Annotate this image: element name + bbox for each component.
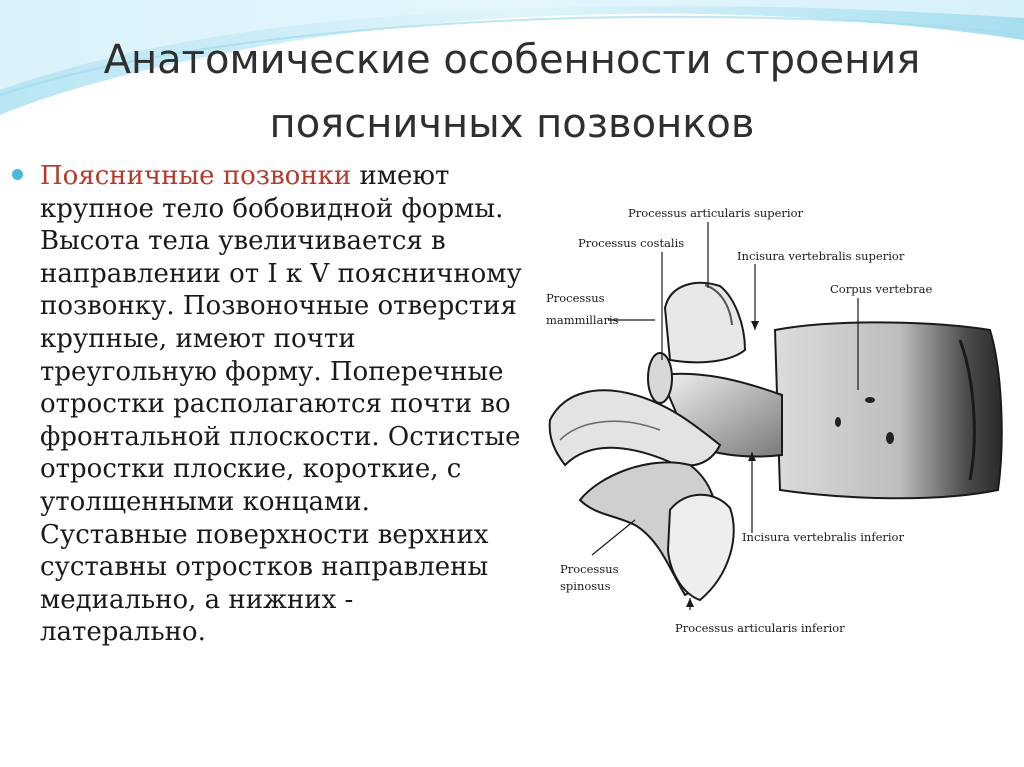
vertebra-illustration: [520, 190, 1020, 650]
label-spinosus-1: Processus: [560, 562, 619, 576]
label-costalis: Processus costalis: [578, 236, 685, 250]
highlight-term: Поясничные позвонки: [40, 161, 352, 191]
vertebral-body: [775, 322, 1002, 498]
label-mammillaris-1: Processus: [546, 291, 605, 305]
mammillary-process: [648, 353, 672, 403]
label-articularis-superior: Processus articularis superior: [628, 206, 804, 220]
label-incisura-inferior: Incisura vertebralis inferior: [742, 530, 904, 544]
title-line-2: поясничных позвонков: [269, 101, 755, 147]
label-spinosus-2: spinosus: [560, 579, 611, 593]
superior-articular-process: [665, 283, 745, 362]
label-incisura-superior: Incisura vertebralis superior: [737, 249, 905, 263]
label-mammillaris-2: mammillaris: [546, 313, 619, 327]
label-articularis-inferior: Processus articularis inferior: [675, 621, 845, 635]
label-corpus: Corpus vertebrae: [830, 282, 933, 296]
bullet-icon: [12, 169, 23, 180]
description-paragraph: [40, 160, 525, 649]
description-text: имеют крупное тело бобовидной формы. Высота тела увеличивается в направлении от I к V поясничному позвонку. Позвоночные отверстия крупные, имеют почти треугольную форму. Поперечные отростки располагаются почти во фронтальной плоскости. Остистые отростки плоские, короткие, с утолщенными концами. Суставные поверхности верхних суставны отростков направлены медиально, а нижних - латерально.: [40, 161, 522, 648]
title-line-1: Анатомические особенности строения: [103, 37, 921, 83]
page-title: [0, 28, 1024, 156]
